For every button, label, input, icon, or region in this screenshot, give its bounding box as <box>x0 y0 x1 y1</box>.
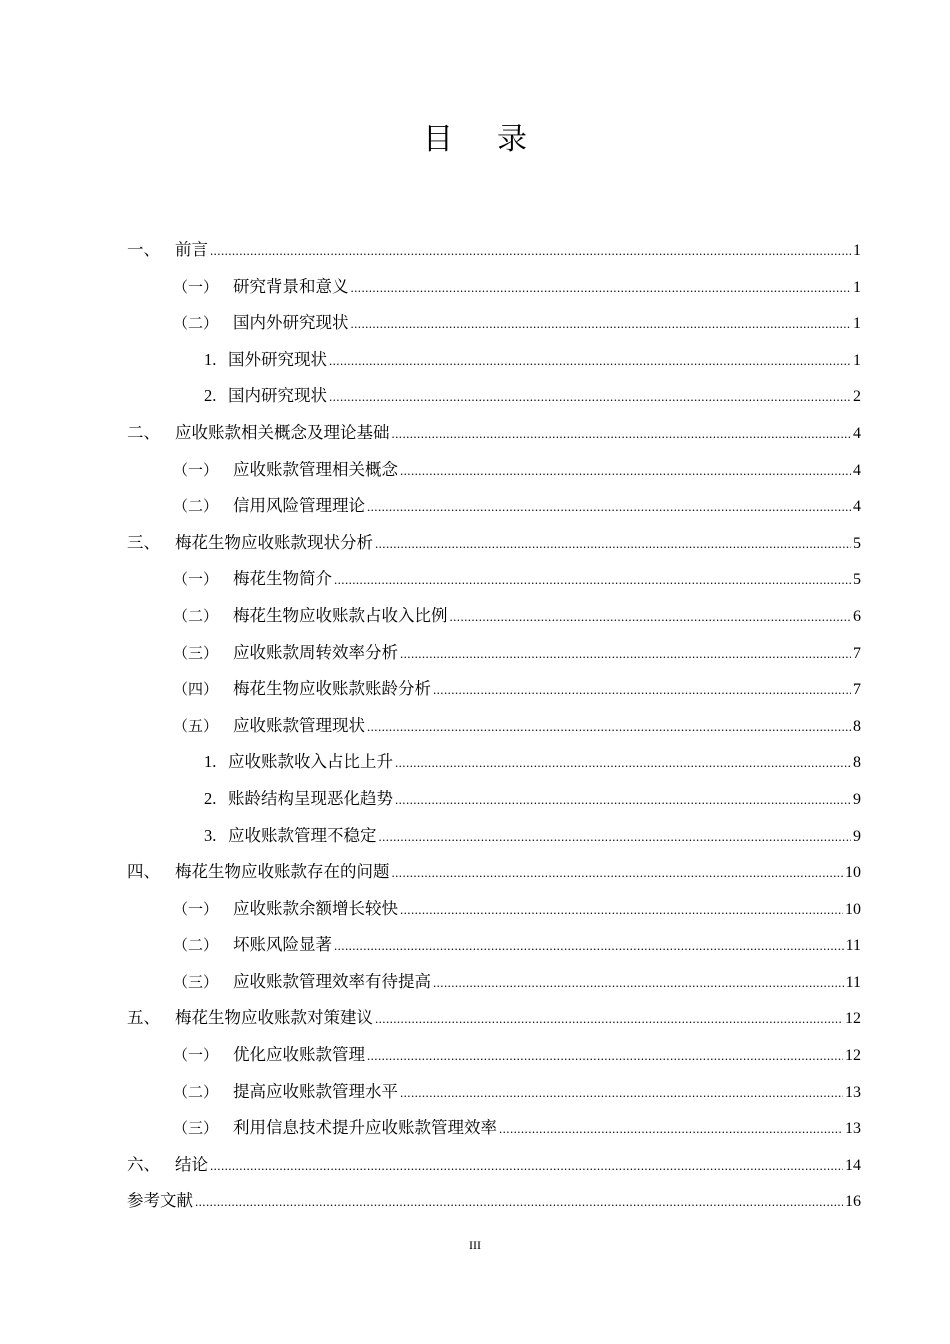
toc-entry-title: 信用风险管理理论 <box>233 496 365 516</box>
toc-entry-number: （二） <box>173 606 219 625</box>
toc-entry-title: 国外研究现状 <box>228 349 327 369</box>
toc-entry-number: （一） <box>173 570 219 589</box>
toc-entry-title: 应收账款收入占比上升 <box>228 752 393 772</box>
toc-entry-page: 2 <box>853 388 861 406</box>
toc-entry-number: （二） <box>173 497 219 516</box>
toc-leader-dots <box>334 562 851 598</box>
toc-leader-dots <box>210 1148 843 1184</box>
table-of-contents <box>127 232 861 1220</box>
toc-leader-dots <box>392 855 844 891</box>
toc-entry-page: 16 <box>845 1193 861 1211</box>
toc-leader-dots <box>329 379 851 415</box>
toc-entry-number: （三） <box>173 1119 219 1138</box>
toc-entry[interactable] <box>127 415 861 452</box>
toc-entry-title: 结论 <box>175 1154 208 1174</box>
toc-entry-title: 坏账风险显著 <box>233 935 332 955</box>
toc-entry[interactable] <box>127 561 861 598</box>
toc-entry[interactable] <box>127 671 861 708</box>
toc-entry[interactable] <box>127 854 861 891</box>
toc-entry-page: 11 <box>845 973 861 991</box>
toc-entry-page: 1 <box>853 351 861 369</box>
toc-entry-title: 国内外研究现状 <box>233 313 349 333</box>
toc-entry-page: 13 <box>845 1120 861 1138</box>
toc-entry[interactable] <box>127 891 861 928</box>
toc-entry[interactable] <box>127 488 861 525</box>
toc-entry-page: 8 <box>853 754 861 772</box>
toc-leader-dots <box>400 892 843 928</box>
toc-entry[interactable] <box>127 232 861 269</box>
toc-entry-title: 应收账款相关概念及理论基础 <box>175 422 390 442</box>
toc-entry[interactable] <box>127 744 861 781</box>
toc-entry-number: （三） <box>173 972 219 991</box>
toc-leader-dots <box>375 1001 843 1037</box>
toc-entry-number: 3. <box>204 825 217 845</box>
toc-entry[interactable] <box>127 1000 861 1037</box>
toc-entry-number: 2. <box>204 386 217 406</box>
toc-entry-number: （四） <box>173 680 219 699</box>
toc-entry-title: 梅花生物应收账款对策建议 <box>175 1008 373 1028</box>
toc-entry-title: 应收账款余额增长较快 <box>233 898 398 918</box>
toc-entry-number: （二） <box>173 1082 219 1101</box>
toc-entry-page: 4 <box>853 498 861 516</box>
toc-entry-number: （二） <box>173 936 219 955</box>
toc-entry-title: 应收账款管理现状 <box>233 715 365 735</box>
toc-entry-number: 五、 <box>127 1008 160 1028</box>
toc-entry-title: 梅花生物简介 <box>233 569 332 589</box>
toc-entry-title: 应收账款管理效率有待提高 <box>233 971 431 991</box>
toc-entry-title: 优化应收账款管理 <box>233 1045 365 1065</box>
toc-entry-number: （一） <box>173 1046 219 1065</box>
toc-leader-dots <box>400 1075 843 1111</box>
toc-entry-number: （三） <box>173 643 219 662</box>
toc-leader-dots <box>351 270 852 306</box>
toc-leader-dots <box>392 416 852 452</box>
toc-leader-dots <box>367 489 851 525</box>
toc-entry-title: 梅花生物应收账款账龄分析 <box>233 679 431 699</box>
toc-entry-page: 9 <box>853 790 861 808</box>
toc-entry-page: 12 <box>845 1010 861 1028</box>
toc-entry-number: 1. <box>204 349 217 369</box>
toc-entry-title: 前言 <box>175 240 208 259</box>
toc-entry-page: 12 <box>845 1047 861 1065</box>
toc-entry[interactable] <box>127 269 861 306</box>
toc-entry[interactable] <box>127 1037 861 1074</box>
toc-entry-title: 应收账款管理相关概念 <box>233 459 398 479</box>
toc-entry-number: 2. <box>204 788 217 808</box>
toc-entry[interactable] <box>127 635 861 672</box>
toc-leader-dots <box>379 819 852 855</box>
toc-entry[interactable] <box>127 964 861 1001</box>
toc-entry[interactable] <box>127 342 861 379</box>
toc-entry[interactable] <box>127 598 861 635</box>
toc-leader-dots <box>433 672 851 708</box>
toc-leader-dots <box>210 233 851 269</box>
toc-leader-dots <box>195 1184 843 1220</box>
toc-leader-dots <box>395 745 851 781</box>
toc-entry-page: 8 <box>853 717 861 735</box>
toc-leader-dots <box>367 709 851 745</box>
toc-leader-dots <box>499 1111 843 1147</box>
toc-entry[interactable] <box>127 525 861 562</box>
toc-leader-dots <box>450 599 852 635</box>
toc-leader-dots <box>395 782 851 818</box>
toc-entry-number: （五） <box>173 716 219 735</box>
toc-leader-dots <box>400 453 851 489</box>
page-title: 目录 <box>423 122 571 157</box>
toc-entry[interactable] <box>127 781 861 818</box>
toc-entry-page: 5 <box>853 571 861 589</box>
toc-entry-number: （一） <box>173 277 219 296</box>
toc-leader-dots <box>329 343 851 379</box>
toc-entry-title: 梅花生物应收账款占收入比例 <box>233 605 448 625</box>
toc-entry[interactable] <box>127 818 861 855</box>
toc-entry-page: 7 <box>853 681 861 699</box>
toc-entry[interactable] <box>127 1110 861 1147</box>
toc-entry-title: 账龄结构呈现恶化趋势 <box>228 788 393 808</box>
toc-entry-number: （二） <box>173 314 219 333</box>
toc-entry-page: 14 <box>845 1156 861 1174</box>
toc-entry-number: 1. <box>204 752 217 772</box>
toc-entry-number: （一） <box>173 460 219 479</box>
toc-entry-page: 4 <box>853 424 861 442</box>
toc-entry-title: 梅花生物应收账款存在的问题 <box>175 862 390 882</box>
toc-entry[interactable] <box>127 378 861 415</box>
toc-entry-number: 一、 <box>127 240 160 259</box>
toc-entry-title: 梅花生物应收账款现状分析 <box>175 532 373 552</box>
toc-entry-number: （一） <box>173 899 219 918</box>
toc-entry[interactable] <box>127 927 861 964</box>
toc-entry[interactable] <box>127 452 861 489</box>
toc-entry-page: 11 <box>845 937 861 955</box>
toc-leader-dots <box>334 928 844 964</box>
toc-entry-title: 提高应收账款管理水平 <box>233 1081 398 1101</box>
toc-entry-title: 应收账款管理不稳定 <box>228 825 377 845</box>
toc-leader-dots <box>351 306 852 342</box>
toc-entry-page: 1 <box>853 242 861 259</box>
toc-entry-number: 二、 <box>127 422 160 442</box>
toc-entry-page: 4 <box>853 461 861 479</box>
toc-entry[interactable] <box>127 1074 861 1111</box>
toc-entry-page: 1 <box>853 278 861 296</box>
toc-entry-title: 利用信息技术提升应收账款管理效率 <box>233 1118 497 1138</box>
toc-entry[interactable] <box>127 305 861 342</box>
toc-entry-page: 1 <box>853 315 861 333</box>
toc-leader-dots <box>400 636 851 672</box>
toc-entry-number: 三、 <box>127 532 160 552</box>
toc-entry-number: 六、 <box>127 1154 160 1174</box>
toc-entry[interactable] <box>127 708 861 745</box>
toc-entry-page: 6 <box>853 607 861 625</box>
toc-entry-page: 5 <box>853 534 861 552</box>
toc-leader-dots <box>375 526 851 562</box>
toc-leader-dots <box>367 1038 843 1074</box>
toc-leader-dots <box>433 965 844 1001</box>
toc-entry-page: 10 <box>845 900 861 918</box>
toc-entry-page: 9 <box>853 827 861 845</box>
toc-entry-page: 7 <box>853 644 861 662</box>
toc-entry-title: 应收账款周转效率分析 <box>233 642 398 662</box>
toc-entry-number: 四、 <box>127 862 160 882</box>
toc-entry[interactable] <box>127 1147 861 1184</box>
toc-entry-page: 10 <box>845 864 861 882</box>
toc-entry-title: 研究背景和意义 <box>233 276 349 296</box>
toc-entry-references[interactable] <box>127 1183 861 1220</box>
toc-entry-title: 参考文献 <box>127 1191 193 1211</box>
page-number-footer: III <box>469 1238 481 1252</box>
toc-entry-page: 13 <box>845 1083 861 1101</box>
toc-entry-title: 国内研究现状 <box>228 386 327 406</box>
